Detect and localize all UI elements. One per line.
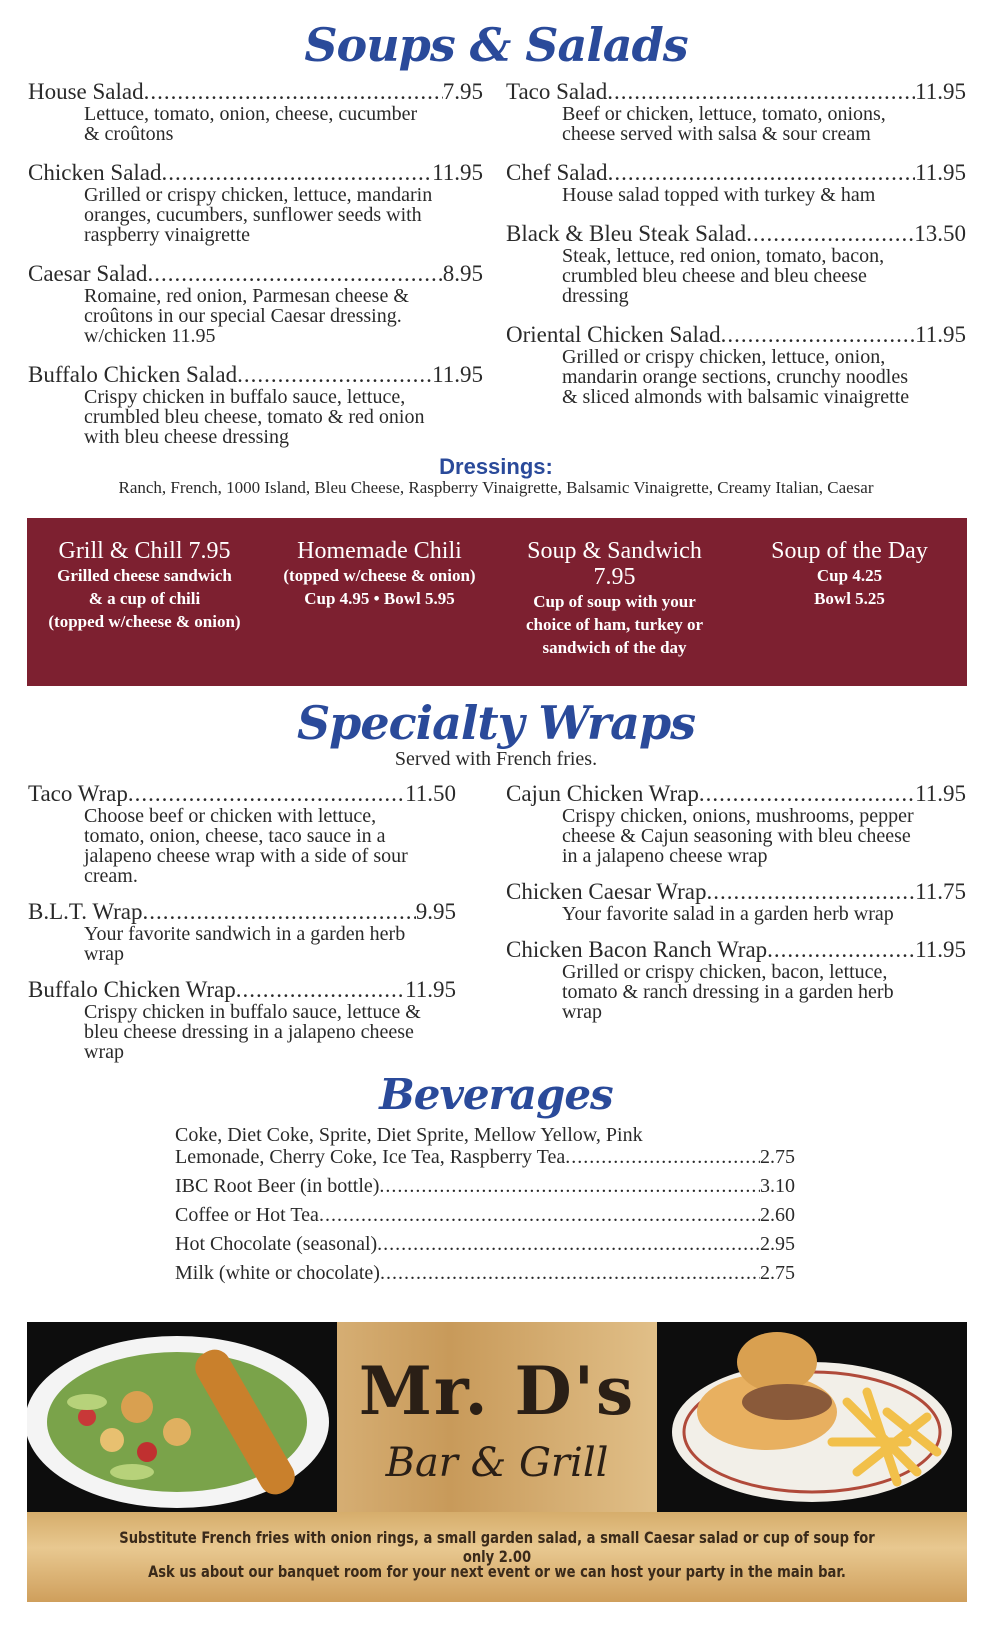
description-line: Grilled or crispy chicken, bacon, lettuce,	[562, 961, 888, 983]
description-line: croûtons in our special Caesar dressing.	[84, 305, 402, 327]
menu-item	[28, 262, 483, 346]
dot-leader	[380, 1262, 760, 1284]
menu-item-name: Oriental Chicken Salad	[506, 322, 721, 347]
dot-leader	[721, 323, 915, 347]
description-line: tomato, onion, cheese, taco sauce in a	[84, 825, 386, 847]
menu-item-price: 11.95	[915, 79, 966, 104]
menu-item-price: 11.95	[915, 322, 966, 347]
menu-item-price: 8.95	[442, 261, 483, 286]
description-line: cheese & Cajun seasoning with bleu cheese	[562, 825, 911, 847]
combo-title: Soup of the Day	[771, 538, 928, 564]
menu-item-name: Chef Salad	[506, 160, 608, 185]
dot-leader	[377, 1233, 760, 1255]
description-line: in a jalapeno cheese wrap	[562, 845, 768, 867]
menu-item-header	[28, 363, 483, 387]
description-line: House salad topped with turkey & ham	[562, 184, 876, 206]
menu-item-name: Taco Salad	[506, 79, 608, 104]
description-line: Your favorite sandwich in a garden herb	[84, 923, 406, 945]
menu-item-name: Chicken Salad	[28, 160, 162, 185]
combo-description: Cup 4.95 • Bowl 5.95	[304, 589, 455, 608]
description-line: w/chicken 11.95	[84, 325, 216, 347]
dot-leader	[608, 161, 916, 185]
dot-leader	[746, 222, 914, 246]
menu-item-header	[506, 161, 966, 185]
substitution-note: Substitute French fries with onion rings, a small garden salad, a small Caesar salad or cup of soup for only 2.00	[119, 1528, 875, 1566]
menu-item	[28, 978, 456, 1062]
menu-item-name: Caesar Salad	[28, 261, 148, 286]
dot-leader	[767, 938, 915, 962]
footer-notes-band	[27, 1512, 967, 1602]
beverage-line	[175, 1204, 795, 1226]
menu-item-description	[506, 904, 966, 924]
menu-item-header	[28, 978, 456, 1002]
menu-item	[506, 222, 966, 306]
combo-description: Grilled cheese sandwich	[57, 566, 232, 585]
beverage-line	[175, 1146, 795, 1168]
combo-title: Grill & Chill 7.95	[58, 538, 231, 564]
description-line: mandarin orange sections, crunchy noodles	[562, 366, 909, 388]
specialty-wraps-title: Specialty Wraps	[296, 696, 696, 750]
beverage-name: Coffee or Hot Tea	[175, 1204, 319, 1226]
beverage-item	[175, 1124, 795, 1168]
beverage-item	[175, 1204, 795, 1226]
dot-leader	[565, 1146, 760, 1168]
combo-card	[732, 538, 967, 610]
description-line: tomato & ranch dressing in a garden herb	[562, 981, 894, 1003]
combo-description: Cup of soup with your	[533, 592, 696, 611]
menu-item-description	[506, 806, 966, 866]
description-line: Steak, lettuce, red onion, tomato, bacon,	[562, 245, 885, 267]
combo-banner	[27, 518, 967, 686]
combo-card	[262, 538, 497, 610]
combo-title: 7.95	[593, 564, 636, 590]
menu-item-description	[506, 104, 966, 144]
dot-leader	[706, 880, 915, 904]
description-line: cheese served with salsa & sour cream	[562, 123, 871, 145]
beverage-line	[175, 1124, 795, 1146]
description-line: & sliced almonds with balsamic vinaigrette	[562, 386, 910, 408]
beverage-item	[175, 1262, 795, 1284]
beverage-name: IBC Root Beer (in bottle)	[175, 1175, 380, 1197]
menu-item	[506, 161, 966, 205]
description-line: crumbled bleu cheese and bleu cheese	[562, 265, 867, 287]
menu-item-price: 11.95	[915, 937, 966, 962]
description-line: Crispy chicken in buffalo sauce, lettuce &	[84, 1001, 421, 1023]
dressings-list: Ranch, French, 1000 Island, Bleu Cheese, Raspberry Vinaigrette, Balsamic Vinaigrette, Creamy Italian, Caesar	[118, 478, 874, 497]
description-line: Crispy chicken, onions, mushrooms, pepper	[562, 805, 914, 827]
menu-item	[506, 782, 966, 866]
menu-item-description	[506, 962, 966, 1022]
dot-leader	[379, 1175, 760, 1197]
dot-leader	[699, 782, 915, 806]
dot-leader	[319, 1204, 760, 1226]
menu-item	[28, 80, 483, 144]
menu-item-header	[28, 262, 483, 286]
menu-item-description	[506, 185, 966, 205]
description-line: Your favorite salad in a garden herb wrap	[562, 903, 894, 925]
menu-item	[506, 323, 966, 407]
restaurant-logo-text: Mr. D's	[358, 1352, 636, 1430]
combo-title: Homemade Chili	[297, 538, 462, 564]
menu-item	[28, 900, 456, 964]
description-line: bleu cheese dressing in a jalapeno cheese	[84, 1021, 414, 1043]
beverage-price: 2.75	[760, 1262, 795, 1284]
menu-item	[28, 782, 456, 886]
dot-leader	[162, 161, 433, 185]
menu-item-header	[28, 80, 483, 104]
menu-item-description	[28, 924, 456, 964]
menu-item-header	[506, 782, 966, 806]
wraps-left-column	[28, 782, 456, 1076]
beverage-name: Lemonade, Cherry Coke, Ice Tea, Raspberry Tea	[175, 1146, 566, 1168]
menu-item-name: B.L.T. Wrap	[28, 899, 143, 924]
dot-leader	[144, 80, 443, 104]
combo-description: sandwich of the day	[542, 638, 687, 657]
dot-leader	[128, 782, 405, 806]
soups-salads-left-column	[28, 80, 483, 464]
wraps-subtitle: Served with French fries.	[394, 748, 598, 770]
menu-item-description	[28, 286, 483, 346]
menu-item-price: 11.95	[405, 977, 456, 1002]
dot-leader	[607, 80, 915, 104]
dot-leader	[237, 363, 432, 387]
menu-item	[28, 363, 483, 447]
combo-description: & a cup of chili	[88, 589, 201, 608]
description-line: wrap	[84, 943, 124, 965]
salad-photo	[27, 1322, 337, 1512]
wraps-right-column	[506, 782, 966, 1036]
menu-item	[506, 80, 966, 144]
menu-item-header	[28, 161, 483, 185]
description-line: wrap	[562, 1001, 602, 1023]
beverage-price: 2.95	[760, 1233, 795, 1255]
restaurant-logo-subtitle: Bar & Grill	[385, 1440, 609, 1486]
menu-item-name: Cajun Chicken Wrap	[506, 781, 699, 806]
menu-item-price: 11.50	[405, 781, 456, 806]
menu-item-name: Taco Wrap	[28, 781, 128, 806]
beverage-name: Hot Chocolate (seasonal)	[175, 1233, 378, 1255]
banquet-note: Ask us about our banquet room for your next event or we can host your party in the main bar.	[148, 1562, 846, 1581]
description-line: cream.	[84, 865, 138, 887]
menu-item-description	[506, 347, 966, 407]
beverage-line	[175, 1175, 795, 1197]
menu-item-name: Chicken Caesar Wrap	[506, 879, 707, 904]
description-line: crumbled bleu cheese, tomato & red onion	[84, 406, 425, 428]
combo-description: choice of ham, turkey or	[525, 615, 704, 634]
menu-item-header	[506, 323, 966, 347]
description-line: Grilled or crispy chicken, lettuce, onion,	[562, 346, 886, 368]
beverage-line	[175, 1233, 795, 1255]
menu-item-description	[28, 1002, 456, 1062]
menu-item-description	[28, 806, 456, 886]
dot-leader	[236, 978, 405, 1002]
menu-item-price: 11.75	[915, 879, 966, 904]
description-line: Crispy chicken in buffalo sauce, lettuce,	[84, 386, 406, 408]
menu-item-price: 13.50	[914, 221, 966, 246]
menu-item-price: 11.95	[915, 781, 966, 806]
description-line: wrap	[84, 1041, 124, 1063]
beverage-price: 3.10	[760, 1175, 795, 1197]
description-line: Choose beef or chicken with lettuce,	[84, 805, 377, 827]
dot-leader	[142, 900, 415, 924]
beverage-item	[175, 1175, 795, 1197]
menu-item-header	[28, 900, 456, 924]
menu-item-name: Buffalo Chicken Salad	[28, 362, 238, 387]
menu-item-description	[28, 185, 483, 245]
beverage-price: 2.60	[760, 1204, 795, 1226]
menu-item	[506, 880, 966, 924]
soups-salads-title: Soups & Salads	[304, 18, 688, 72]
description-line: dressing	[562, 285, 629, 307]
menu-item-description	[28, 104, 483, 144]
menu-item-name: Black & Bleu Steak Salad	[506, 221, 747, 246]
beverage-item	[175, 1233, 795, 1255]
menu-item-price: 11.95	[432, 362, 483, 387]
description-line: jalapeno cheese wrap with a side of sour	[84, 845, 408, 867]
combo-description: (topped w/cheese & onion)	[283, 566, 476, 585]
combo-description: (topped w/cheese & onion)	[48, 612, 241, 631]
combo-title: Soup & Sandwich	[527, 538, 702, 564]
combo-card	[27, 538, 262, 633]
beverage-name: Coke, Diet Coke, Sprite, Diet Sprite, Mellow Yellow, Pink	[175, 1124, 643, 1146]
menu-item-header	[28, 782, 456, 806]
menu-item	[506, 938, 966, 1022]
beverages-title: Beverages	[379, 1070, 613, 1119]
menu-item	[28, 161, 483, 245]
combo-card	[497, 538, 732, 659]
menu-item-name: Chicken Bacon Ranch Wrap	[506, 937, 768, 962]
menu-item-price: 9.95	[415, 899, 456, 924]
wrap-and-fries-photo	[657, 1322, 967, 1512]
footer-panel	[27, 1322, 967, 1602]
combo-description: Bowl 5.25	[814, 589, 885, 608]
menu-item-price: 7.95	[442, 79, 483, 104]
beverage-price: 2.75	[760, 1146, 795, 1168]
description-line: Lettuce, tomato, onion, cheese, cucumber	[84, 103, 418, 125]
description-line: oranges, cucumbers, sunflower seeds with	[84, 204, 422, 226]
menu-item-name: Buffalo Chicken Wrap	[28, 977, 236, 1002]
dot-leader	[147, 262, 442, 286]
dressings-heading: Dressings:	[439, 454, 553, 479]
description-line: & croûtons	[84, 123, 174, 145]
description-line: Beef or chicken, lettuce, tomato, onions,	[562, 103, 886, 125]
menu-item-header	[506, 80, 966, 104]
menu-item-description	[28, 387, 483, 447]
menu-item-price: 11.95	[915, 160, 966, 185]
menu-item-header	[506, 880, 966, 904]
soups-salads-right-column	[506, 80, 966, 424]
description-line: Grilled or crispy chicken, lettuce, mandarin	[84, 184, 433, 206]
description-line: with bleu cheese dressing	[84, 426, 289, 448]
menu-item-header	[506, 938, 966, 962]
description-line: raspberry vinaigrette	[84, 224, 251, 246]
beverage-line	[175, 1262, 795, 1284]
beverages-list	[175, 1124, 795, 1291]
menu-item-description	[506, 246, 966, 306]
beverage-name: Milk (white or chocolate)	[175, 1262, 380, 1284]
menu-item-name: House Salad	[28, 79, 144, 104]
menu-item-price: 11.95	[432, 160, 483, 185]
combo-description: Cup 4.25	[816, 566, 883, 585]
menu-item-header	[506, 222, 966, 246]
description-line: Romaine, red onion, Parmesan cheese &	[84, 285, 409, 307]
